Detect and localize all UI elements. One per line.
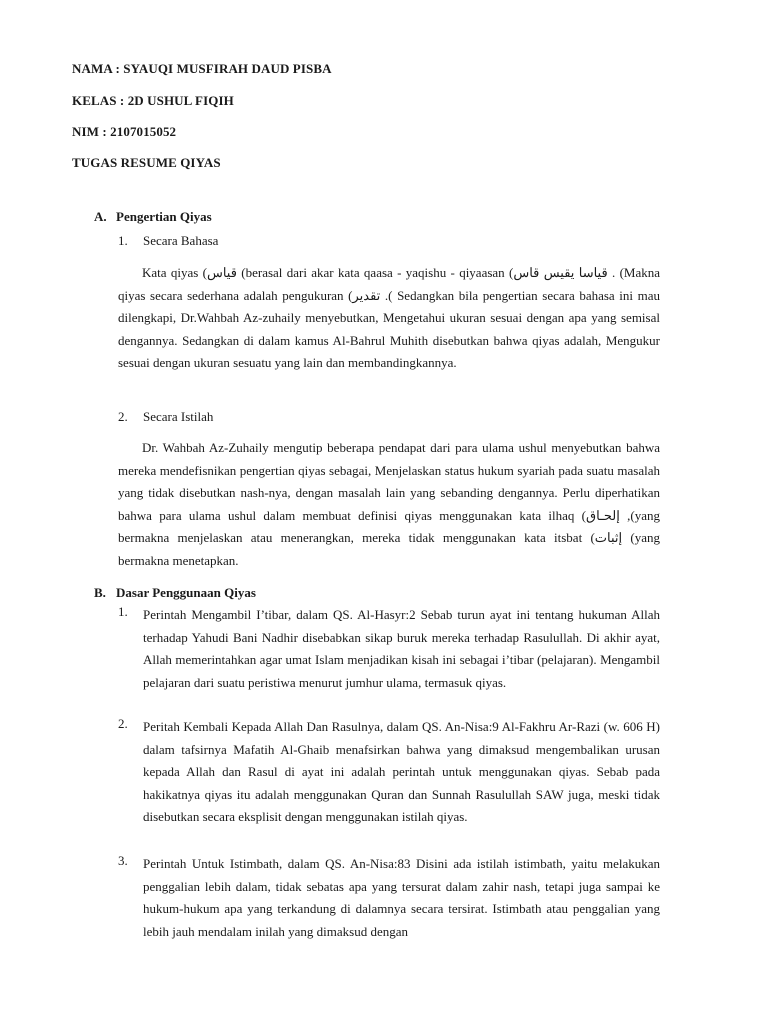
- subsection-1-number: 1.: [118, 233, 128, 248]
- subsection-2-title: Secara Istilah: [143, 409, 214, 424]
- list-item-number: 3.: [118, 853, 128, 868]
- list-item-number: 2.: [118, 716, 128, 731]
- task-title: TUGAS RESUME QIYAS: [72, 155, 221, 170]
- list-item-text: Peritah Kembali Kepada Allah Dan Rasulnya, dalam QS. An-Nisa:9 Al-Fakhru Ar-Razi (w. 606 H) dalam tafsirnya Mafatih Al-Ghaib menafsirkan bahwa yang dimaksud mengembalikan urusan kepada Allah dan Rasul di ayat ini adalah perintah untuk menggunakan qiyas. Sebab pada hakikatnya qiyas itu adalah menggunakan Quran dan Sunnah Rasulullah SAW juga, meski tidak disebutkan secara eksplisit dengan menggunakan istilah qiyas.: [143, 719, 660, 825]
- list-item-text: Perintah Untuk Istimbath, dalam QS. An-Nisa:83 Disini ada istilah istimbath, yaitu melakukan penggalian lebih dalam, tidak sebatas apa yang tersurat dalam zahir nash, tetapi juga sampai ke hukum-hukum apa yang terkandung di dalamnya secara tersirat. Istimbath atau penggalian yang lebih jauh mendalam inilah yang dimaksud dengan: [143, 856, 660, 939]
- student-nim: NIM : 2107015052: [72, 124, 177, 139]
- subsection-2-number: 2.: [118, 409, 128, 424]
- subsection-1-paragraph: [118, 262, 660, 375]
- subsection-2-paragraph: [118, 437, 660, 573]
- subsection-1-heading: [118, 233, 218, 249]
- section-a-title: Pengertian Qiyas: [116, 209, 212, 224]
- section-b-heading: [94, 585, 256, 601]
- subsection-2-heading: [118, 409, 213, 425]
- subsection-2-text: Dr. Wahbah Az-Zuhaily mengutip beberapa pendapat dari para ulama ushul menyebutkan bahwa mereka mendefisnikan pengertian qiyas sebagai, Menjelaskan status hukum syariah pada suatu masalah yang tidak disebutkan nash-nya, dengan masalah lain yang sebanding dengannya. Perlu diperhatikan bahwa para ulama ushul dalam membuat definisi qiyas menggunakan kata ilhaq (إلحـاق ,(yang bermakna menjelaskan atau menerangkan, mereka tidak menggunakan kata itsbat (إثبات (yang bermakna menetapkan.: [118, 440, 660, 568]
- section-a-heading: [94, 209, 212, 225]
- student-name: NAMA : SYAUQI MUSFIRAH DAUD PISBA: [72, 61, 332, 76]
- subsection-1-text: Kata qiyas (قياس (berasal dari akar kata qaasa - yaqishu - qiyaasan (قياسا يقيس قاس . (Makna qiyas secara sederhana adalah pengukuran (تقدير .( Sedangkan bila pengertian secara bahasa ini mau dilengkapi, Dr.Wahbah Az-zuhaily menyebutkan, Mengetahui ukuran sesuai dengan apa yang semisal dengannya. Sedangkan di dalam kamus Al-Bahrul Muhith disebutkan bahwa qiyas adalah, Mengukur sesuai dengan ukuran sesuatu yang lain dan membandingkannya.: [118, 265, 661, 371]
- section-b-title: Dasar Penggunaan Qiyas: [116, 585, 256, 600]
- list-item-text: Perintah Mengambil I’tibar, dalam QS. Al-Hasyr:2 Sebab turun ayat ini tentang hukuman Allah terhadap Yahudi Bani Nadhir disebabkan sikap buruk mereka terhadap Rasulullah. Di akhir ayat, Allah memerintahkan agar umat Islam menjadikan kisah ini sebagai i’tibar (pelajaran). Mengambil pelajaran dari suatu peristiwa menurut jumhur ulama, termasuk qiyas.: [143, 607, 660, 690]
- list-item-number: 1.: [118, 604, 128, 619]
- section-a-letter: A.: [94, 209, 107, 224]
- student-class: KELAS : 2D USHUL FIQIH: [72, 93, 234, 108]
- subsection-1-title: Secara Bahasa: [143, 233, 219, 248]
- section-b-letter: B.: [94, 585, 106, 600]
